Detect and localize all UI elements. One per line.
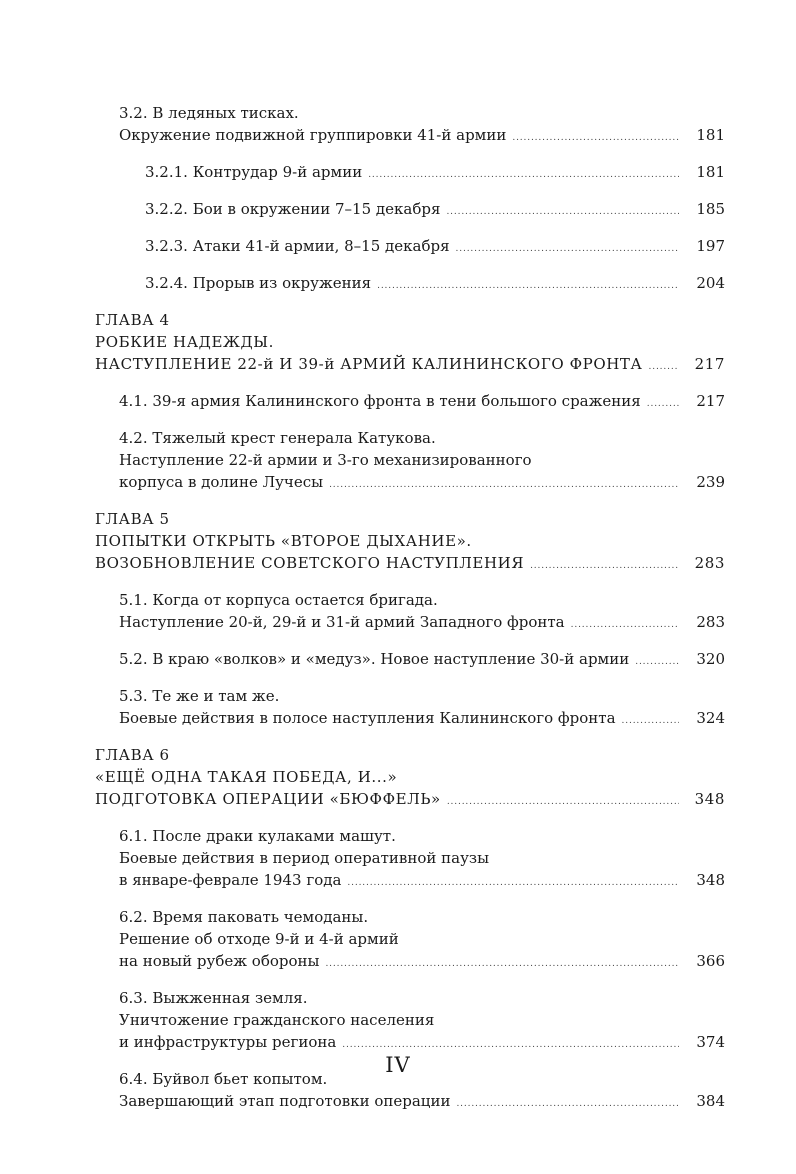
toc-chapter-5 <box>95 508 725 577</box>
toc-entry-title: 3.2. В ледяных тисках. <box>119 104 299 122</box>
toc-page-number: 185 <box>696 200 725 218</box>
dot-leader <box>649 353 679 378</box>
toc-page-number: 366 <box>696 952 725 970</box>
toc-entry-title: Боевые действия в полосе наступления Калининского фронта <box>119 709 616 727</box>
dot-leader <box>329 471 679 496</box>
dot-leader <box>377 272 679 297</box>
toc-entry-title: 6.4. Буйвол бьет копытом. <box>119 1070 328 1088</box>
toc-entry-title: в январе-феврале 1943 года <box>119 871 342 889</box>
dot-leader <box>446 198 679 223</box>
dot-leader <box>622 707 679 732</box>
chapter-label: ГЛАВА 5 <box>95 510 170 528</box>
dot-leader <box>456 235 679 260</box>
toc-page-number: 320 <box>696 650 725 668</box>
toc-entry-title: 6.3. Выжженная земля. <box>119 989 308 1007</box>
dot-leader <box>347 869 679 894</box>
toc-page-number: 348 <box>694 790 725 808</box>
toc-entry-title: 3.2.1. Контрудар 9-й армии <box>145 163 363 181</box>
toc-entry-title: 3.2.4. Прорыв из окружения <box>145 274 372 292</box>
chapter-title: ПОДГОТОВКА ОПЕРАЦИИ «БЮФФЕЛЬ» <box>95 790 441 808</box>
toc-page-number: 181 <box>696 126 725 144</box>
dot-leader <box>325 950 679 975</box>
toc-entry-title: 5.3. Те же и там же. <box>119 687 280 705</box>
toc-entry-title: Уничтожение гражданского населения <box>119 1011 435 1029</box>
toc-chapter-6 <box>95 744 725 813</box>
toc-entry-3-2-1 <box>95 161 725 186</box>
toc-page-number: 374 <box>696 1033 725 1051</box>
toc-entry-4-2 <box>95 427 725 496</box>
toc-entry-title: 3.2.2. Бои в окружении 7–15 декабря <box>145 200 441 218</box>
chapter-title: ПОПЫТКИ ОТКРЫТЬ «ВТОРОЕ ДЫХАНИЕ». <box>95 532 472 550</box>
dot-leader <box>368 161 679 186</box>
toc-entry-5-2 <box>95 648 725 673</box>
chapter-title: «ЕЩЁ ОДНА ТАКАЯ ПОБЕДА, И...» <box>95 768 398 786</box>
toc-entry-title: корпуса в долине Лучесы <box>119 473 324 491</box>
toc-entry-title: 6.1. После драки кулаками машут. <box>119 827 396 845</box>
toc-entry-6-2 <box>95 906 725 975</box>
toc-entry-title: и инфраструктуры региона <box>119 1033 337 1051</box>
toc-page-number: 181 <box>696 163 725 181</box>
chapter-title: ВОЗОБНОВЛЕНИЕ СОВЕТСКОГО НАСТУПЛЕНИЯ <box>95 554 525 572</box>
toc-entry-3-2 <box>95 102 725 149</box>
toc-page-number: 283 <box>694 554 725 572</box>
toc-entry-5-1 <box>95 589 725 636</box>
toc-entry-title: Наступление 20-й, 29-й и 31-й армий Западного фронта <box>119 613 565 631</box>
toc-entry-6-3 <box>95 987 725 1056</box>
toc-page-number: 217 <box>696 392 725 410</box>
dot-leader <box>456 1090 679 1115</box>
toc-chapter-4 <box>95 309 725 378</box>
toc-entry-title: Наступление 22-й армии и 3-го механизированного <box>119 451 532 469</box>
toc-entry-title: 5.2. В краю «волков» и «медуз». Новое наступление 30-й армии <box>119 650 630 668</box>
toc-entry-title: на новый рубеж обороны <box>119 952 320 970</box>
toc-entry-3-2-4 <box>95 272 725 297</box>
toc-page-number: 197 <box>696 237 725 255</box>
toc-entry-title: 3.2.3. Атаки 41-й армии, 8–15 декабря <box>145 237 450 255</box>
toc-page-number: 283 <box>696 613 725 631</box>
toc-page-number: 204 <box>696 274 725 292</box>
toc-page-number: 217 <box>694 355 725 373</box>
dot-leader <box>635 648 679 673</box>
toc-page-number: 384 <box>696 1092 725 1110</box>
toc-entry-title: Окружение подвижной группировки 41-й армии <box>119 126 507 144</box>
dot-leader <box>571 611 679 636</box>
toc-page-number: 324 <box>696 709 725 727</box>
chapter-title: РОБКИЕ НАДЕЖДЫ. <box>95 333 274 351</box>
chapter-label: ГЛАВА 6 <box>95 746 170 764</box>
toc-entry-5-3 <box>95 685 725 732</box>
table-of-contents <box>95 102 725 1115</box>
toc-page-number: 348 <box>696 871 725 889</box>
toc-entry-title: 6.2. Время паковать чемоданы. <box>119 908 369 926</box>
toc-entry-title: Боевые действия в период оперативной паузы <box>119 849 490 867</box>
chapter-label: ГЛАВА 4 <box>95 311 170 329</box>
dot-leader <box>530 552 679 577</box>
toc-entry-title: 4.1. 39-я армия Калининского фронта в тени большого сражения <box>119 392 641 410</box>
toc-entry-3-2-3 <box>95 235 725 260</box>
dot-leader <box>447 788 679 813</box>
toc-entry-title: Завершающий этап подготовки операции <box>119 1092 451 1110</box>
toc-entry-6-1 <box>95 825 725 894</box>
page-number-roman: IV <box>385 1053 411 1077</box>
toc-entry-title: 4.2. Тяжелый крест генерала Катукова. <box>119 429 436 447</box>
dot-leader <box>512 124 679 149</box>
chapter-title: НАСТУПЛЕНИЕ 22-й И 39-й АРМИЙ КАЛИНИНСКОГО ФРОНТА <box>95 355 643 373</box>
toc-entry-title: Решение об отходе 9-й и 4-й армий <box>119 930 399 948</box>
dot-leader <box>647 390 679 415</box>
toc-entry-3-2-2 <box>95 198 725 223</box>
toc-entry-title: 5.1. Когда от корпуса остается бригада. <box>119 591 438 609</box>
toc-entry-4-1 <box>95 390 725 415</box>
toc-page-number: 239 <box>696 473 725 491</box>
